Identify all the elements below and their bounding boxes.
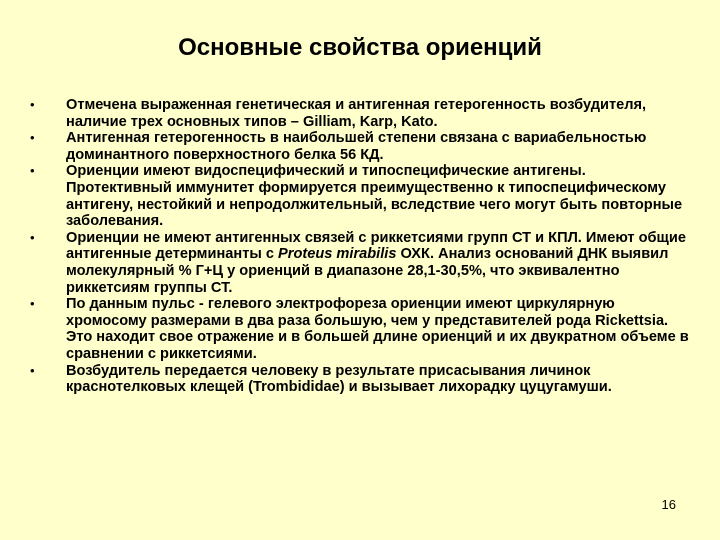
- species-name-italic: Proteus mirabilis: [278, 246, 397, 263]
- bullet-dot: •: [30, 163, 35, 179]
- bullet-text: Ориенции имеют видоспецифический и типоспецифические антигены. Протективный иммунитет формируется преимущественно к типоспецифическому антигену, нестойкий и непродолжительный, вследствие чего могут быть повторные заболевания.: [66, 163, 683, 230]
- bullet-text: [66, 230, 690, 296]
- slide-title: Основные свойства ориенций: [178, 34, 542, 61]
- bullet-dot: •: [30, 229, 35, 245]
- bullet-text: Антигенная гетерогенность в наибольшей степени связана с вариабельностью доминантного поверхностного белка 56 КД.: [66, 130, 647, 163]
- bullet-item: [28, 130, 690, 163]
- bullet-dot: •: [30, 130, 35, 146]
- page-number: 16: [661, 497, 676, 512]
- bullet-dot: •: [30, 97, 35, 112]
- bullet-item: [28, 363, 690, 396]
- bullet-text-part: ОХК. Анализ оснований ДНК выявил молекулярный % Г+Ц у ориенций в диапазоне 28,1-30,5%, что эквивалентно риккетсиям группы СТ.: [66, 246, 669, 296]
- bullet-dot: •: [30, 362, 35, 378]
- bullet-item: [28, 296, 690, 362]
- bullet-item: [28, 163, 690, 229]
- bullet-text-part: Ориенции не имеют антигенных связей с риккетсиями групп СТ и КПЛ. Имеют общие антигенные детерминанты с: [66, 229, 686, 263]
- bullet-text: По данным пульс - гелевого электрофореза ориенции имеют циркулярную хромосому размерами в два раза большую, чем у представителей рода Rickettsia. Это находит свое отражение и в большей длине ориенций и их двукратном объеме в сравнении с риккетсиями.: [66, 296, 689, 362]
- bullet-item: [28, 230, 690, 296]
- bullet-item: [28, 97, 690, 130]
- bullet-text: Возбудитель передается человеку в результате присасывания личинок краснотелковых клещей (Trombididae) и вызывает лихорадку цуцугамуши.: [66, 362, 612, 396]
- bullet-list: [28, 97, 690, 396]
- bullet-dot: •: [30, 296, 35, 312]
- bullet-text: Отмечена выраженная генетическая и антигенная гетерогенность возбудителя, наличие трех основных типов – Gilliam, Karp, Kato.: [66, 97, 647, 130]
